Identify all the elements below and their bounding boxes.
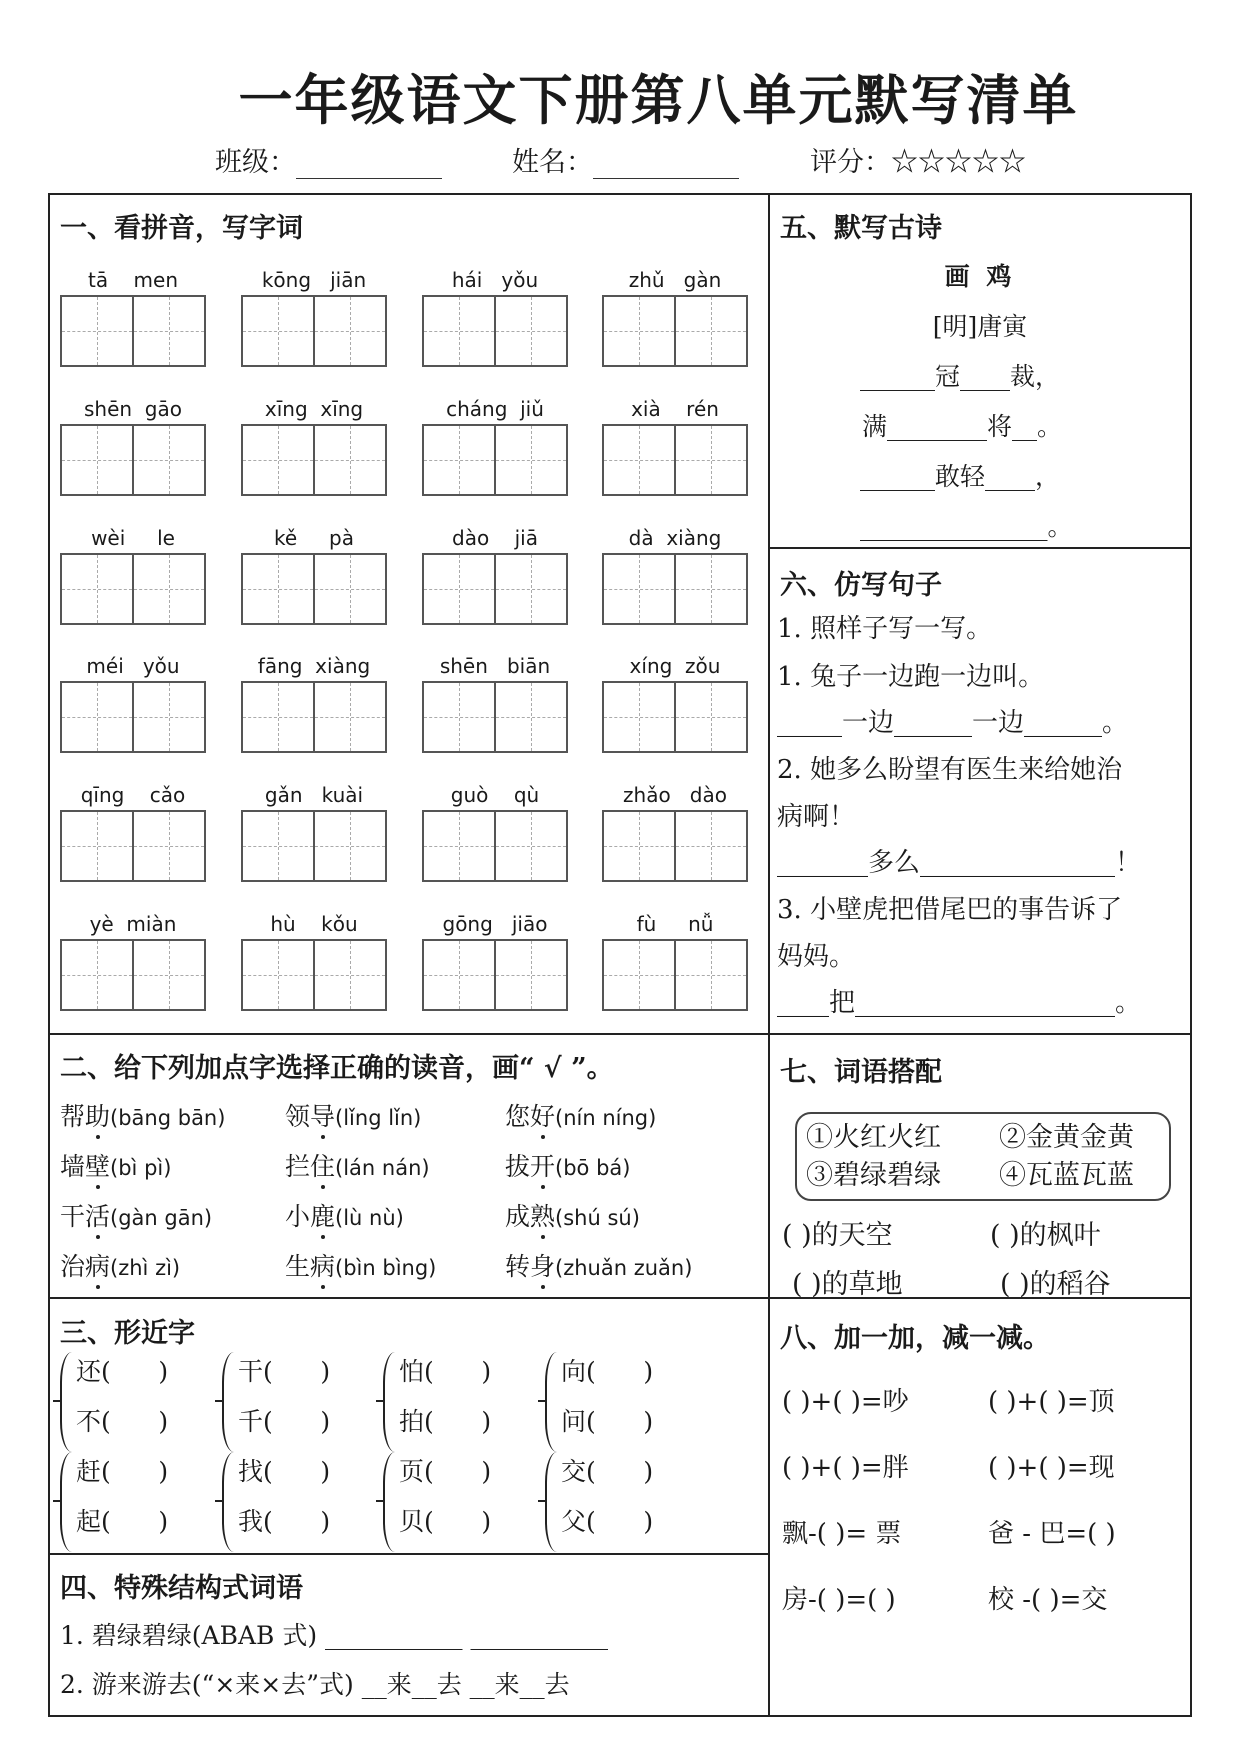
page-title: 一年级语文下册第八单元默写清单 xyxy=(238,68,1079,132)
word-char: 拦 xyxy=(285,1152,311,1181)
pinyin-label: shēn gāo xyxy=(84,397,182,421)
grid-cell[interactable] xyxy=(496,812,566,880)
pronunciation-item[interactable] xyxy=(60,1147,171,1183)
grid-cell[interactable] xyxy=(496,683,566,751)
grid-cell[interactable] xyxy=(604,683,676,751)
pronunciation-item[interactable] xyxy=(505,1247,692,1283)
grid-cell[interactable] xyxy=(424,426,496,494)
word-char: 帮 xyxy=(60,1102,86,1131)
grid-cell[interactable] xyxy=(243,941,315,1009)
dotted-char: 鹿 xyxy=(310,1197,335,1233)
grid-cell[interactable] xyxy=(604,812,676,880)
pinyin-options[interactable]: (gàn gān) xyxy=(110,1206,213,1230)
writing-grid[interactable] xyxy=(602,424,748,496)
writing-grid[interactable] xyxy=(602,295,748,367)
section6-heading: 六、仿写句子 xyxy=(780,570,942,601)
dotted-char: 熟 xyxy=(530,1197,555,1233)
brace-icon xyxy=(545,1352,557,1452)
grid-cell[interactable] xyxy=(496,297,566,365)
section1-heading: 一、看拼音，写字词 xyxy=(60,213,303,244)
dotted-char: 身 xyxy=(530,1247,555,1283)
pronunciation-item[interactable] xyxy=(60,1097,225,1133)
brace-icon xyxy=(545,1452,557,1552)
grid-cell[interactable] xyxy=(134,297,204,365)
poem-line[interactable]: ______敢轻____， xyxy=(860,462,1061,491)
writing-grid[interactable] xyxy=(422,295,568,367)
pronunciation-item[interactable] xyxy=(60,1197,212,1233)
name-blank[interactable] xyxy=(593,153,739,179)
s4-line2[interactable]: 2. 游来游去(“×来×去”式) __来__去 __来__去 xyxy=(60,1670,570,1699)
score-stars[interactable]: ☆☆☆☆☆ xyxy=(891,147,1026,178)
grid-cell[interactable] xyxy=(676,426,746,494)
sentence-line: 1. 照样子写一写。 xyxy=(777,614,993,644)
dotted-char: 活 xyxy=(85,1197,110,1233)
char-blank[interactable]: 赶( ) xyxy=(76,1457,169,1486)
pinyin-options[interactable]: (bìn bìng) xyxy=(335,1256,437,1280)
pinyin-label: kōng jiān xyxy=(261,268,367,292)
writing-grid[interactable] xyxy=(241,295,387,367)
dotted-char: 病 xyxy=(310,1247,335,1283)
char-blank[interactable]: 我( ) xyxy=(238,1507,331,1536)
class-field xyxy=(215,140,442,179)
poem-line[interactable]: 满________将__。 xyxy=(862,412,1063,441)
section4-heading: 四、特殊结构式词语 xyxy=(60,1573,303,1604)
grid-cell[interactable] xyxy=(243,683,315,751)
pronunciation-item[interactable] xyxy=(505,1147,630,1183)
poem-title: 画 鸡 xyxy=(944,262,1016,291)
pinyin-label: fù nǚ xyxy=(636,912,714,936)
score-field xyxy=(810,140,1026,179)
writing-grid[interactable] xyxy=(602,939,748,1011)
grid-cell[interactable] xyxy=(424,555,496,623)
pinyin-options[interactable]: (lù nù) xyxy=(335,1206,404,1230)
equation[interactable]: 飘-( )= 票 xyxy=(782,1519,902,1549)
char-blank[interactable]: 干( ) xyxy=(238,1357,331,1386)
word-char: 转 xyxy=(505,1252,531,1281)
grid-cell[interactable] xyxy=(315,812,385,880)
equation[interactable]: 校 -( )=交 xyxy=(988,1585,1108,1615)
equation[interactable]: ( )+( )=现 xyxy=(988,1453,1115,1483)
writing-grid[interactable] xyxy=(60,295,206,367)
grid-cell[interactable] xyxy=(134,812,204,880)
divider-s2-s3 xyxy=(48,1297,768,1299)
pinyin-label: tā men xyxy=(88,268,178,292)
equation[interactable]: 爸 - 巴=( ) xyxy=(988,1519,1116,1549)
pinyin-label: yè miàn xyxy=(89,912,177,936)
section3-heading: 三、形近字 xyxy=(60,1318,195,1349)
equation[interactable]: ( )+( )=顶 xyxy=(988,1387,1115,1417)
writing-grid[interactable] xyxy=(241,424,387,496)
char-blank[interactable]: 找( ) xyxy=(238,1457,331,1486)
word-char: 成 xyxy=(505,1202,531,1231)
pinyin-options[interactable]: (shú sú) xyxy=(555,1206,640,1230)
dotted-char: 开 xyxy=(530,1147,555,1183)
pronunciation-item[interactable] xyxy=(505,1097,656,1133)
section7-heading: 七、词语搭配 xyxy=(780,1057,942,1088)
writing-grid[interactable] xyxy=(602,810,748,882)
pinyin-options[interactable]: (nín níng) xyxy=(555,1106,657,1130)
pinyin-label: hù kǒu xyxy=(270,912,358,936)
char-blank[interactable]: 千( ) xyxy=(238,1407,331,1436)
writing-grid[interactable] xyxy=(241,810,387,882)
grid-cell[interactable] xyxy=(676,297,746,365)
writing-grid[interactable] xyxy=(60,681,206,753)
writing-grid[interactable] xyxy=(422,810,568,882)
section8-heading: 八、加一加，减一减。 xyxy=(780,1323,1050,1354)
writing-grid[interactable] xyxy=(60,939,206,1011)
column-divider xyxy=(768,193,770,1717)
pinyin-label: zhǎo dào xyxy=(623,783,727,807)
grid-cell[interactable] xyxy=(62,683,134,751)
grid-cell[interactable] xyxy=(62,297,134,365)
char-blank[interactable]: 页( ) xyxy=(399,1457,492,1486)
grid-cell[interactable] xyxy=(134,555,204,623)
char-blank[interactable]: 向( ) xyxy=(561,1357,654,1386)
pronunciation-item[interactable] xyxy=(285,1197,404,1233)
pinyin-label: xíng zǒu xyxy=(629,654,721,678)
poem-line[interactable]: ______冠____裁， xyxy=(860,362,1061,391)
grid-cell[interactable] xyxy=(243,555,315,623)
sentence-line[interactable]: ____把____________________。 xyxy=(777,988,1142,1018)
equation[interactable]: ( )+( )=吵 xyxy=(782,1387,909,1417)
grid-cell[interactable] xyxy=(243,426,315,494)
pinyin-options[interactable]: (lǐng lǐn) xyxy=(335,1106,422,1130)
brace-icon xyxy=(383,1452,395,1552)
word-char: 墙 xyxy=(60,1152,86,1181)
brace-icon xyxy=(222,1452,234,1552)
brace-icon xyxy=(222,1352,234,1452)
grid-cell[interactable] xyxy=(424,812,496,880)
char-blank[interactable]: 还( ) xyxy=(76,1357,169,1386)
class-label: 班级： xyxy=(215,147,296,178)
match-blank-1[interactable]: ( )的天空 xyxy=(782,1220,893,1251)
pinyin-options[interactable]: (lán nán) xyxy=(335,1156,430,1180)
pinyin-label: dào jiā xyxy=(452,526,538,550)
char-blank[interactable]: 贝( ) xyxy=(399,1507,492,1536)
option-2: ②金黄金黄 xyxy=(999,1122,1134,1153)
grid-cell[interactable] xyxy=(243,297,315,365)
equation[interactable]: ( )+( )=胖 xyxy=(782,1453,909,1483)
grid-cell[interactable] xyxy=(315,426,385,494)
pronunciation-item[interactable] xyxy=(505,1197,640,1233)
option-1: ①火红火红 xyxy=(806,1122,941,1153)
pinyin-label: hái yǒu xyxy=(451,268,539,292)
name-field xyxy=(512,140,739,179)
pinyin-options[interactable]: (zhì zì) xyxy=(110,1256,181,1280)
writing-grid[interactable] xyxy=(60,424,206,496)
writing-grid[interactable] xyxy=(422,553,568,625)
dotted-char: 好 xyxy=(530,1097,555,1133)
writing-grid[interactable] xyxy=(241,681,387,753)
pinyin-label: kě pà xyxy=(274,526,354,550)
dotted-char: 病 xyxy=(85,1247,110,1283)
pinyin-label: dà xiàng xyxy=(628,526,722,550)
word-char: 生 xyxy=(285,1252,311,1281)
grid-cell[interactable] xyxy=(676,941,746,1009)
grid-cell[interactable] xyxy=(604,941,676,1009)
grid-cell[interactable] xyxy=(604,555,676,623)
brace-icon xyxy=(383,1352,395,1452)
dotted-char: 助 xyxy=(85,1097,110,1133)
grid-cell[interactable] xyxy=(604,297,676,365)
writing-grid[interactable] xyxy=(241,939,387,1011)
grid-cell[interactable] xyxy=(424,683,496,751)
score-label: 评分： xyxy=(810,147,891,178)
grid-cell[interactable] xyxy=(315,555,385,623)
pinyin-options[interactable]: (bì pì) xyxy=(110,1156,172,1180)
sentence-line: 妈妈。 xyxy=(777,942,856,972)
pinyin-label: xīng xīng xyxy=(264,397,364,421)
word-char: 干 xyxy=(60,1202,86,1231)
grid-cell[interactable] xyxy=(62,812,134,880)
sentence-line: 3. 小壁虎把借尾巴的事告诉了 xyxy=(777,895,1123,925)
name-label: 姓名： xyxy=(512,147,593,178)
pronunciation-item[interactable] xyxy=(285,1247,436,1283)
word-char: 拔 xyxy=(505,1152,531,1181)
char-blank[interactable]: 拍( ) xyxy=(399,1407,492,1436)
dotted-char: 壁 xyxy=(85,1147,110,1183)
sentence-line[interactable]: _______多么_______________！ xyxy=(777,848,1142,878)
grid-cell[interactable] xyxy=(676,683,746,751)
sentence-line: 病啊！ xyxy=(777,802,856,832)
dotted-char: 住 xyxy=(310,1147,335,1183)
grid-cell[interactable] xyxy=(134,941,204,1009)
writing-grid[interactable] xyxy=(60,810,206,882)
word-char: 您 xyxy=(505,1102,531,1131)
pinyin-options[interactable]: (zhuǎn zuǎn) xyxy=(555,1256,693,1280)
pronunciation-item[interactable] xyxy=(60,1247,180,1283)
section2-heading: 二、给下列加点字选择正确的读音，画“ √ ”。 xyxy=(60,1053,614,1084)
grid-cell[interactable] xyxy=(604,426,676,494)
pinyin-options[interactable]: (bāng bān) xyxy=(110,1106,226,1130)
divider-s5-s6 xyxy=(768,547,1192,549)
match-blank-4[interactable]: ( )的稻谷 xyxy=(1000,1269,1111,1300)
grid-cell[interactable] xyxy=(315,941,385,1009)
grid-cell[interactable] xyxy=(496,426,566,494)
writing-grid[interactable] xyxy=(241,553,387,625)
brace-icon xyxy=(60,1452,72,1552)
char-blank[interactable]: 起( ) xyxy=(76,1507,169,1536)
grid-cell[interactable] xyxy=(62,941,134,1009)
writing-grid[interactable] xyxy=(422,939,568,1011)
brace-icon xyxy=(60,1352,72,1452)
char-blank[interactable]: 怕( ) xyxy=(399,1357,492,1386)
char-blank[interactable]: 问( ) xyxy=(561,1407,654,1436)
grid-cell[interactable] xyxy=(424,941,496,1009)
writing-grid[interactable] xyxy=(422,424,568,496)
char-blank[interactable]: 父( ) xyxy=(561,1507,654,1536)
pinyin-label: gōng jiāo xyxy=(442,912,548,936)
sentence-line: 1. 兔子一边跑一边叫。 xyxy=(777,662,1045,692)
char-blank[interactable]: 交( ) xyxy=(561,1457,654,1486)
pinyin-label: fāng xiàng xyxy=(257,654,371,678)
dotted-char: 导 xyxy=(310,1097,335,1133)
grid-cell[interactable] xyxy=(62,555,134,623)
option-3: ③碧绿碧绿 xyxy=(806,1160,941,1191)
pinyin-label: méi yǒu xyxy=(86,654,180,678)
grid-cell[interactable] xyxy=(315,683,385,751)
grid-cell[interactable] xyxy=(315,297,385,365)
section5-heading: 五、默写古诗 xyxy=(780,213,942,244)
divider-s6-s7 xyxy=(768,1033,1192,1035)
pronunciation-item[interactable] xyxy=(285,1097,421,1133)
grid-cell[interactable] xyxy=(676,812,746,880)
writing-grid[interactable] xyxy=(602,681,748,753)
equation[interactable]: 房-( )=( ) xyxy=(782,1585,896,1615)
pinyin-label: xià rén xyxy=(631,397,719,421)
divider-s3-s4 xyxy=(48,1553,768,1555)
grid-cell[interactable] xyxy=(134,683,204,751)
pinyin-label: shēn biān xyxy=(439,654,551,678)
grid-cell[interactable] xyxy=(134,426,204,494)
poem-author: [明]唐寅 xyxy=(932,312,1028,341)
pinyin-options[interactable]: (bō bá) xyxy=(555,1156,631,1180)
pronunciation-item[interactable] xyxy=(285,1147,430,1183)
sentence-line: 2. 她多么盼望有医生来给她治 xyxy=(777,755,1123,785)
pinyin-label: cháng jiǔ xyxy=(446,397,544,421)
option-4: ④瓦蓝瓦蓝 xyxy=(999,1160,1134,1191)
class-blank[interactable] xyxy=(296,153,442,179)
s4-line1[interactable]: 1. 碧绿碧绿(ABAB 式) ___________ ___________ xyxy=(60,1621,608,1650)
grid-cell[interactable] xyxy=(243,812,315,880)
writing-grid[interactable] xyxy=(422,681,568,753)
word-char: 小 xyxy=(285,1202,311,1231)
grid-cell[interactable] xyxy=(496,941,566,1009)
grid-cell[interactable] xyxy=(62,426,134,494)
match-blank-3[interactable]: ( )的草地 xyxy=(792,1269,903,1300)
grid-cell[interactable] xyxy=(496,555,566,623)
sentence-line[interactable]: _____一边______一边______。 xyxy=(777,708,1129,738)
pinyin-label: wèi le xyxy=(91,526,175,550)
pinyin-label: gǎn kuài xyxy=(264,783,364,807)
pinyin-label: qīng cǎo xyxy=(80,783,186,807)
divider-s1-s2 xyxy=(48,1033,768,1035)
grid-cell[interactable] xyxy=(424,297,496,365)
writing-grid[interactable] xyxy=(602,553,748,625)
pinyin-label: guò qù xyxy=(450,783,540,807)
grid-cell[interactable] xyxy=(676,555,746,623)
match-blank-2[interactable]: ( )的枫叶 xyxy=(990,1220,1101,1251)
word-char: 治 xyxy=(60,1252,86,1281)
pinyin-label: zhǔ gàn xyxy=(628,268,722,292)
char-blank[interactable]: 不( ) xyxy=(76,1407,169,1436)
writing-grid[interactable] xyxy=(60,553,206,625)
poem-line[interactable]: _______________。 xyxy=(860,512,1073,541)
word-char: 领 xyxy=(285,1102,311,1131)
